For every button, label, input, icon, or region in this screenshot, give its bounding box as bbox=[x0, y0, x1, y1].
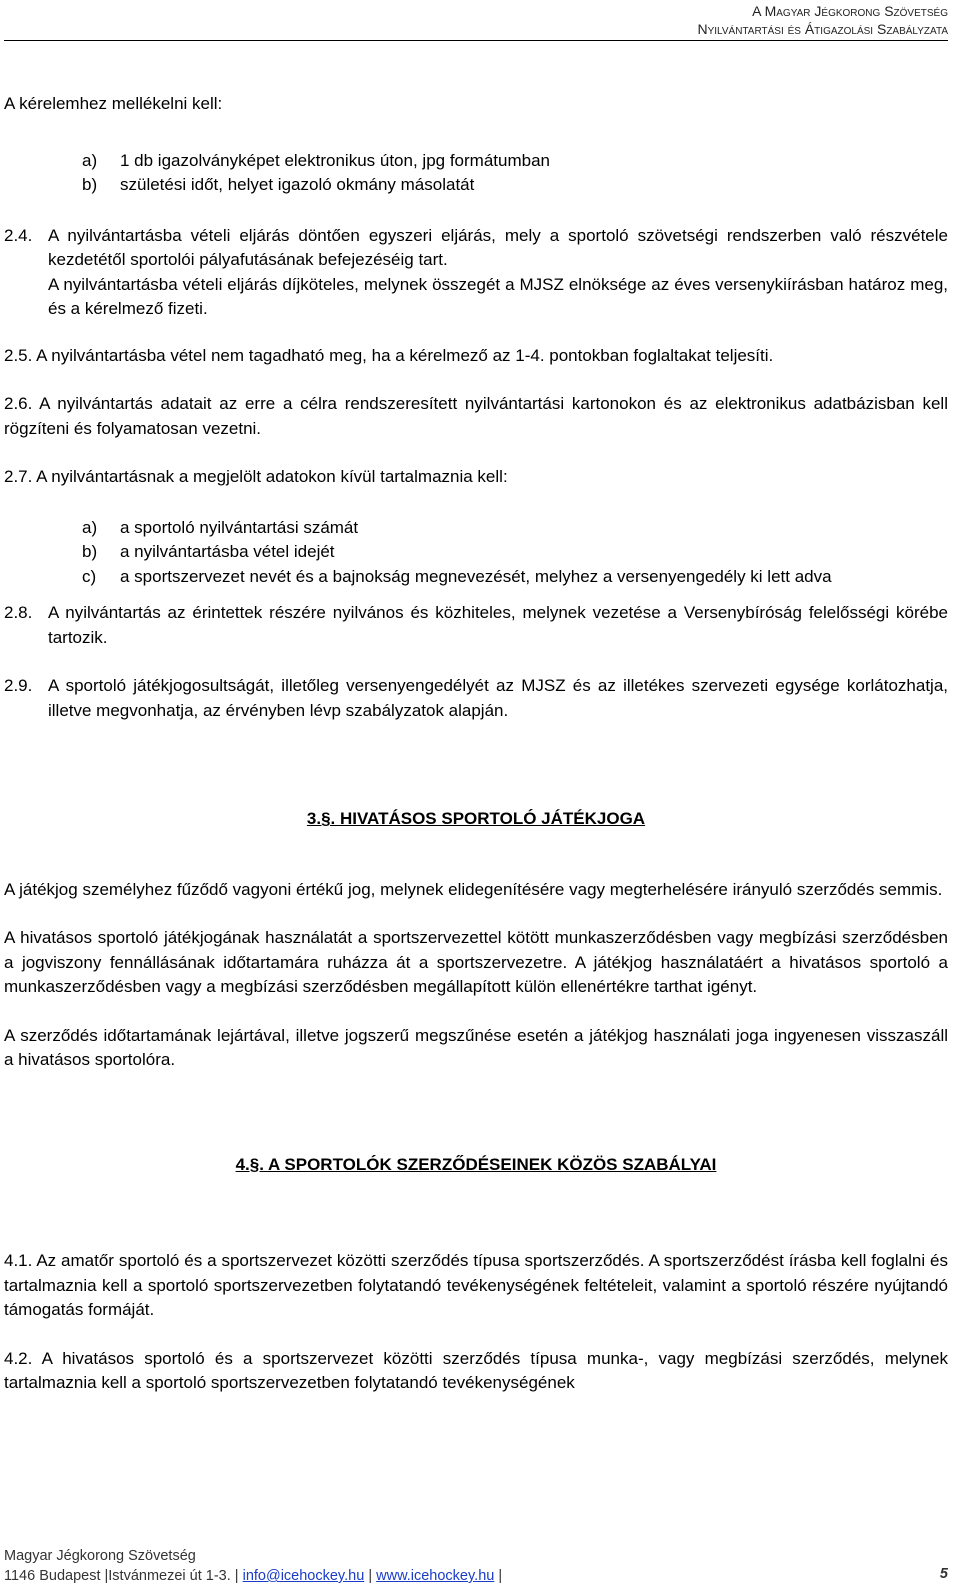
section-text: A sportoló játékjogosultságát, illetőleg versenyengedélyét az MJSZ és az illetékes szervezeti egysége korlátozhatja, illetve megvonhatja, az érvényben lévp szabályzatok alapján. bbox=[48, 676, 948, 720]
section-2-7-list bbox=[82, 516, 948, 590]
list-item bbox=[82, 540, 948, 565]
footer-email-link[interactable]: info@icehockey.hu bbox=[242, 1568, 365, 1584]
list-item-label: a) bbox=[82, 517, 98, 537]
list-item-text: a nyilvántartásba vétel idejét bbox=[120, 542, 335, 561]
list-item-label: c) bbox=[82, 566, 97, 586]
heading-section-3: 3.§. HIVATÁSOS SPORTOLÓ JÁTÉKJOGA bbox=[306, 809, 646, 828]
list-item-text: a sportoló nyilvántartási számát bbox=[120, 517, 359, 537]
running-header bbox=[697, 2, 948, 38]
paragraph-3a: A játékjog személyhez fűződő vagyoni értékű jog, melynek elidegenítésére vagy megterhelésére irányuló szerződés semmis. bbox=[4, 879, 943, 899]
attachments-list bbox=[82, 149, 948, 198]
header-divider bbox=[4, 40, 948, 41]
list-item bbox=[82, 565, 948, 590]
list-item-text: 1 db igazolványképet elektronikus úton, jpg formátumban bbox=[120, 150, 550, 170]
list-item-label: a) bbox=[82, 150, 98, 170]
heading-section-4: 4.§. A SPORTOLÓK SZERZŐDÉSEINEK KÖZÖS SZABÁLYAI bbox=[235, 1154, 717, 1174]
paragraph-3c: A szerződés időtartamának lejártával, illetve jogszerű megszűnése esetén a játékjog használati joga ingyenesen visszaszáll a hivatásos sportolóra. bbox=[4, 1025, 948, 1069]
list-item-text: a sportszervezet nevét és a bajnokság megnevezését, melyhez a versenyengedély ki lett adva bbox=[120, 566, 832, 586]
document-body bbox=[4, 92, 948, 1396]
header-line-2: Nyilvántartási és Átigazolási Szabályzata bbox=[697, 21, 948, 37]
footer-contact bbox=[4, 1566, 948, 1586]
footer-org: Magyar Jégkorong Szövetség bbox=[4, 1548, 196, 1564]
page-number: 5 bbox=[939, 1566, 948, 1582]
section-number: 2.9. bbox=[4, 676, 33, 695]
section-2-9 bbox=[4, 674, 948, 723]
footer-web-link[interactable]: www.icehockey.hu bbox=[376, 1568, 495, 1584]
list-item bbox=[82, 516, 948, 541]
section-2-7: 2.7. A nyilvántartásnak a megjelölt adatokon kívül tartalmaznia kell: bbox=[4, 467, 508, 486]
header-line-1: A Magyar Jégkorong Szövetség bbox=[752, 3, 948, 19]
footer-separator: | bbox=[368, 1568, 373, 1584]
list-item-label: b) bbox=[82, 542, 98, 561]
section-2-6: 2.6. A nyilvántartás adatait az erre a célra rendszeresített nyilvántartási kartonokon és az elektronikus adatbázisban kell rögzíteni és folyamatosan vezetni. bbox=[4, 394, 948, 438]
section-number: 2.4. bbox=[4, 225, 33, 245]
list-item-text: születési időt, helyet igazoló okmány másolatát bbox=[120, 175, 475, 194]
section-2-4-p1: A nyilvántartásba vételi eljárás döntően egyszeri eljárás, mely a sportoló szövetségi rendszerben való részvétele kezdetétől sportolói pályafutásának befejezéséig tart. bbox=[48, 225, 948, 269]
footer-separator: | bbox=[498, 1568, 503, 1584]
footer-address: 1146 Budapest |Istvánmezei út 1-3. | bbox=[4, 1568, 239, 1584]
section-text: A nyilvántartás az érintettek részére nyilvános és közhiteles, melynek vezetése a Versenybíróság felelősségi körébe tartozik. bbox=[48, 603, 948, 647]
list-item-label: b) bbox=[82, 175, 98, 194]
section-number: 2.8. bbox=[4, 603, 33, 622]
section-4-1: 4.1. Az amatőr sportoló és a sportszervezet közötti szerződés típusa sportszerződés. A sportszerződést írásba kell foglalni és tartalmaznia kell a sportoló sportszervezetben folytatandó tevékenységének feltételeit, valamint a sportoló részére nyújtandó támogatás formáját. bbox=[4, 1251, 948, 1319]
list-item bbox=[82, 173, 948, 198]
intro-text: A kérelemhez mellékelni kell: bbox=[4, 94, 223, 113]
section-2-8 bbox=[4, 601, 948, 650]
page-footer bbox=[4, 1546, 948, 1586]
paragraph-3b: A hivatásos sportoló játékjogának használatát a sportszervezettel kötött munkaszerződésben vagy megbízási szerződésben a jogviszony fennállásának időtartamára ruházza át a sportszervezetre. A játékjog használatáért a hivatásos sportoló a munkaszerződésben vagy a megbízási szerződésben megállapított külön ellenértékre tarthat igényt. bbox=[4, 928, 948, 996]
list-item bbox=[82, 149, 948, 174]
section-2-4-p2: A nyilvántartásba vételi eljárás díjköteles, melynek összegét a MJSZ elnöksége az éves versenykiírásban határoz meg, és a kérelmező fizeti. bbox=[48, 274, 948, 318]
section-2-4 bbox=[4, 224, 948, 322]
section-4-2: 4.2. A hivatásos sportoló és a sportszervezet közötti szerződés típusa munka-, vagy megbízási szerződés, melynek tartalmaznia kell a sportoló sportszervezetben folytatandó tevékenységének bbox=[4, 1348, 948, 1392]
section-2-5: 2.5. A nyilvántartásba vétel nem tagadható meg, ha a kérelmező az 1-4. pontokban foglaltakat teljesíti. bbox=[4, 345, 774, 365]
